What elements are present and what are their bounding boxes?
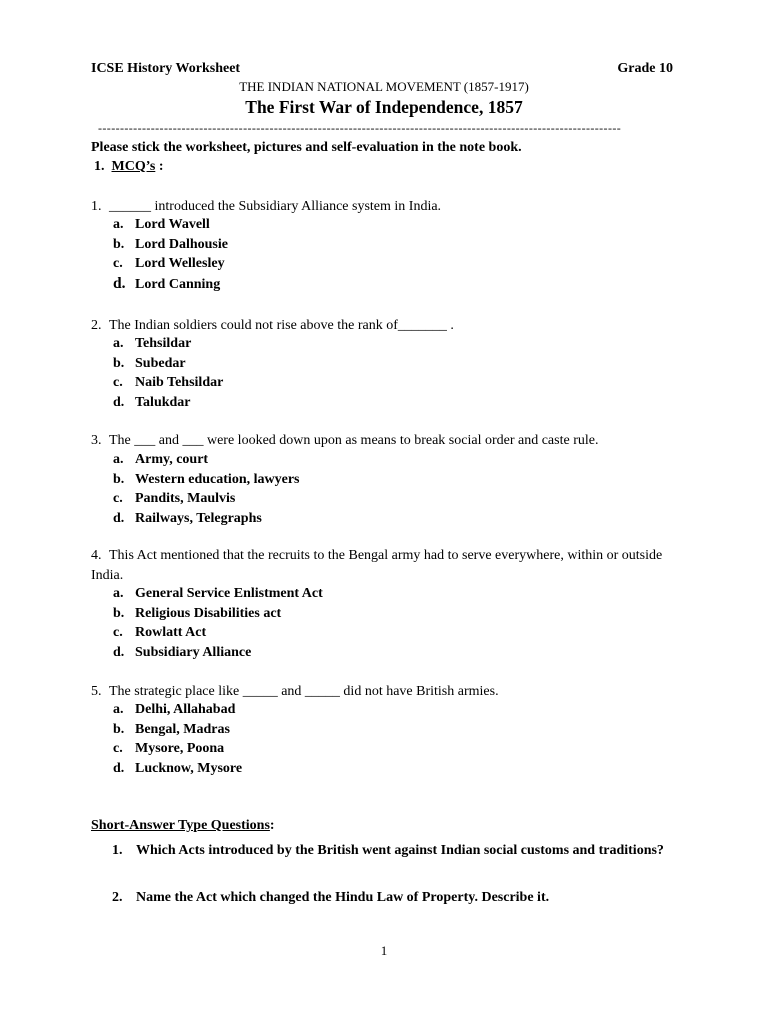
option-text: Army, court xyxy=(135,452,209,467)
question-4 xyxy=(91,546,681,586)
mcq-section-heading xyxy=(94,159,163,175)
option-item xyxy=(113,509,299,529)
short-answer-number: 2. xyxy=(112,890,123,905)
option-text: Tehsildar xyxy=(135,336,192,351)
option-text: Railways, Telegraphs xyxy=(135,510,262,526)
option-item xyxy=(113,584,323,604)
question-2 xyxy=(91,316,681,336)
option-letter: c. xyxy=(113,256,123,272)
question-text: This Act mentioned that the recruits to the Bengal army had to serve everywhere, within or outside India. xyxy=(91,548,663,583)
option-letter: a. xyxy=(113,336,124,351)
option-item xyxy=(113,739,242,759)
question-text: ______ introduced the Subsidiary Alliance system in India. xyxy=(109,199,442,214)
option-text: Lord Canning xyxy=(135,276,221,292)
option-letter: d. xyxy=(113,394,125,410)
option-item xyxy=(113,254,228,274)
mcq-section-number: 1. xyxy=(94,159,105,174)
option-item xyxy=(113,373,223,393)
option-text: Lord Dalhousie xyxy=(135,236,228,252)
option-letter: c. xyxy=(113,625,123,641)
option-letter: d. xyxy=(113,644,125,660)
option-text: Rowlatt Act xyxy=(135,625,207,641)
option-item xyxy=(113,334,223,354)
option-letter: c. xyxy=(113,375,123,391)
option-text: Religious Disabilities act xyxy=(135,605,282,621)
question-1-options xyxy=(113,215,228,293)
option-text: General Service Enlistment Act xyxy=(135,586,323,601)
question-text: The Indian soldiers could not rise above the rank of_______ . xyxy=(109,318,454,333)
option-letter: a. xyxy=(113,702,124,717)
option-text: Pandits, Maulvis xyxy=(135,491,236,507)
option-letter: c. xyxy=(113,741,123,757)
option-item xyxy=(113,354,223,374)
worksheet-label: ICSE History Worksheet xyxy=(91,61,241,76)
question-4-options xyxy=(113,584,323,662)
question-text: The ___ and ___ were looked down upon as means to break social order and caste rule. xyxy=(109,433,599,448)
short-answer-number: 1. xyxy=(112,843,123,858)
page-title: The First War of Independence, 1857 xyxy=(245,97,523,117)
option-letter: d. xyxy=(113,274,126,292)
option-item xyxy=(113,700,242,720)
option-item xyxy=(113,759,242,779)
option-letter: a. xyxy=(113,217,124,232)
short-answer-item-1 xyxy=(112,837,672,864)
option-item xyxy=(113,215,228,235)
option-text: Subsidiary Alliance xyxy=(135,644,252,660)
option-item xyxy=(113,623,323,643)
option-text: Naib Tehsildar xyxy=(135,375,224,391)
question-number: 4. xyxy=(91,548,102,563)
option-letter: a. xyxy=(113,452,124,467)
option-item xyxy=(113,235,228,255)
option-text: Talukdar xyxy=(135,394,191,410)
question-2-options xyxy=(113,334,223,412)
option-letter: b. xyxy=(113,236,125,252)
question-3-options xyxy=(113,450,299,528)
question-3 xyxy=(91,431,681,451)
question-number: 5. xyxy=(91,684,102,699)
short-answer-text: Which Acts introduced by the British went against Indian social customs and traditions? xyxy=(136,843,664,858)
option-item xyxy=(113,604,323,624)
option-letter: d. xyxy=(113,760,125,776)
unit-subtitle: THE INDIAN NATIONAL MOVEMENT (1857-1917) xyxy=(239,79,529,94)
option-letter: b. xyxy=(113,355,125,371)
option-text: Subedar xyxy=(135,355,186,371)
question-text: The strategic place like _____ and _____ did not have British armies. xyxy=(109,684,499,699)
question-number: 3. xyxy=(91,433,102,448)
option-item xyxy=(113,489,299,509)
option-letter: d. xyxy=(113,510,125,526)
option-text: Lucknow, Mysore xyxy=(135,760,243,776)
option-item xyxy=(113,450,299,470)
question-number: 1. xyxy=(91,199,102,214)
option-text: Lord Wellesley xyxy=(135,256,225,272)
grade-label: Grade 10 xyxy=(617,61,673,76)
option-item xyxy=(113,470,299,490)
option-text: Mysore, Poona xyxy=(135,741,225,757)
option-text: Bengal, Madras xyxy=(135,721,230,737)
short-answer-heading xyxy=(91,818,275,834)
option-letter: a. xyxy=(113,586,124,601)
option-letter: b. xyxy=(113,471,125,487)
short-answer-heading-label: Short-Answer Type Questions xyxy=(91,818,270,833)
option-letter: b. xyxy=(113,721,125,737)
question-5 xyxy=(91,682,681,702)
mcq-section-label: MCQ’s xyxy=(111,159,156,174)
mcq-section-colon: : xyxy=(155,159,164,174)
question-1 xyxy=(91,197,681,217)
short-answer-heading-colon: : xyxy=(269,818,275,833)
option-letter: c. xyxy=(113,491,123,507)
option-letter: b. xyxy=(113,605,125,621)
question-5-options xyxy=(113,700,242,778)
short-answer-text: Name the Act which changed the Hindu Law of Property. Describe it. xyxy=(136,890,550,905)
question-number: 2. xyxy=(91,318,102,333)
page-number: 1 xyxy=(380,943,388,958)
instruction-text: Please stick the worksheet, pictures and self-evaluation in the note book. xyxy=(91,140,522,155)
option-text: Delhi, Allahabad xyxy=(135,702,236,717)
option-text: Western education, lawyers xyxy=(135,471,300,487)
short-answer-item-2 xyxy=(112,890,672,906)
option-item xyxy=(113,643,323,663)
option-item xyxy=(113,393,223,413)
option-text: Lord Wavell xyxy=(135,217,210,232)
dashed-divider: ----------------------------------------------------------------------------------------------------------------------- xyxy=(98,121,622,135)
option-item xyxy=(113,720,242,740)
option-item xyxy=(113,274,228,294)
